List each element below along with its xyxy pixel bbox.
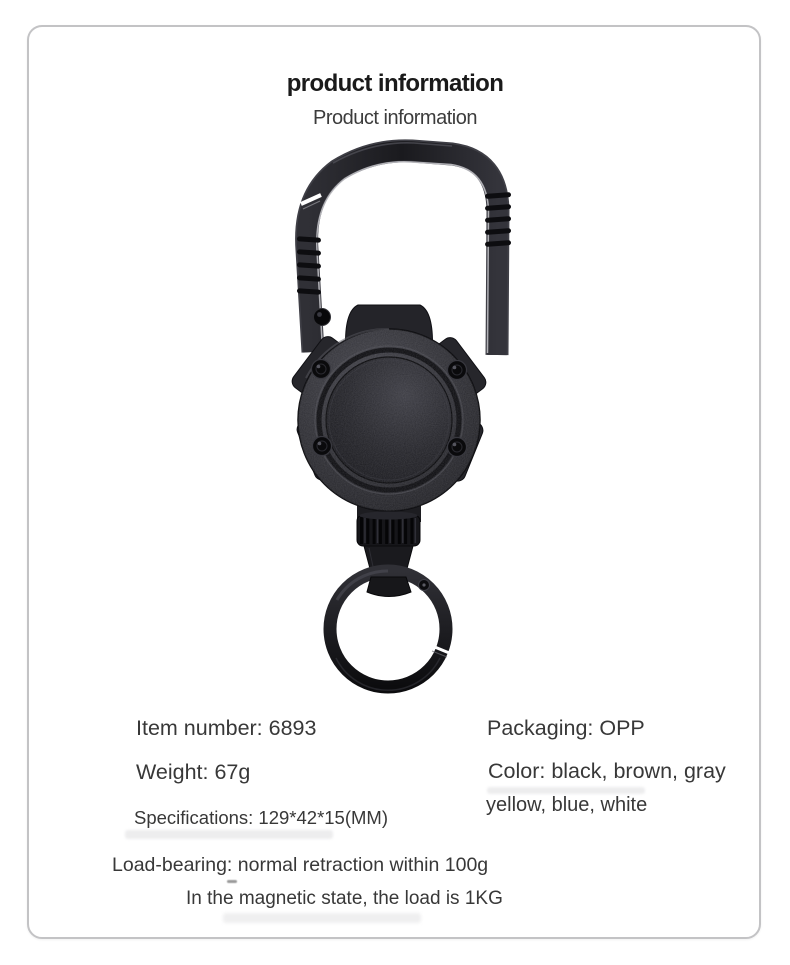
swivel-cone xyxy=(367,577,411,597)
spec-load-bearing: Load-bearing: normal retraction within 100g xyxy=(112,854,489,876)
product-image xyxy=(265,138,520,713)
split-ring xyxy=(330,571,451,690)
spec-color-line1: Color: black, brown, gray xyxy=(488,759,726,783)
gate-pivot-pin xyxy=(314,309,331,326)
page-subtitle: Product information xyxy=(313,107,477,129)
spec-magnetic-load: In the magnetic state, the load is 1KG xyxy=(186,888,503,909)
spec-packaging: Packaging: OPP xyxy=(487,716,645,740)
spec-color-line2: yellow, blue, white xyxy=(486,794,648,816)
spec-weight: Weight: 67g xyxy=(136,760,251,784)
spec-item-number: Item number: 6893 xyxy=(136,716,317,740)
page-title: product information xyxy=(286,70,504,97)
spec-specifications: Specifications: 129*42*15(MM) xyxy=(134,807,388,828)
